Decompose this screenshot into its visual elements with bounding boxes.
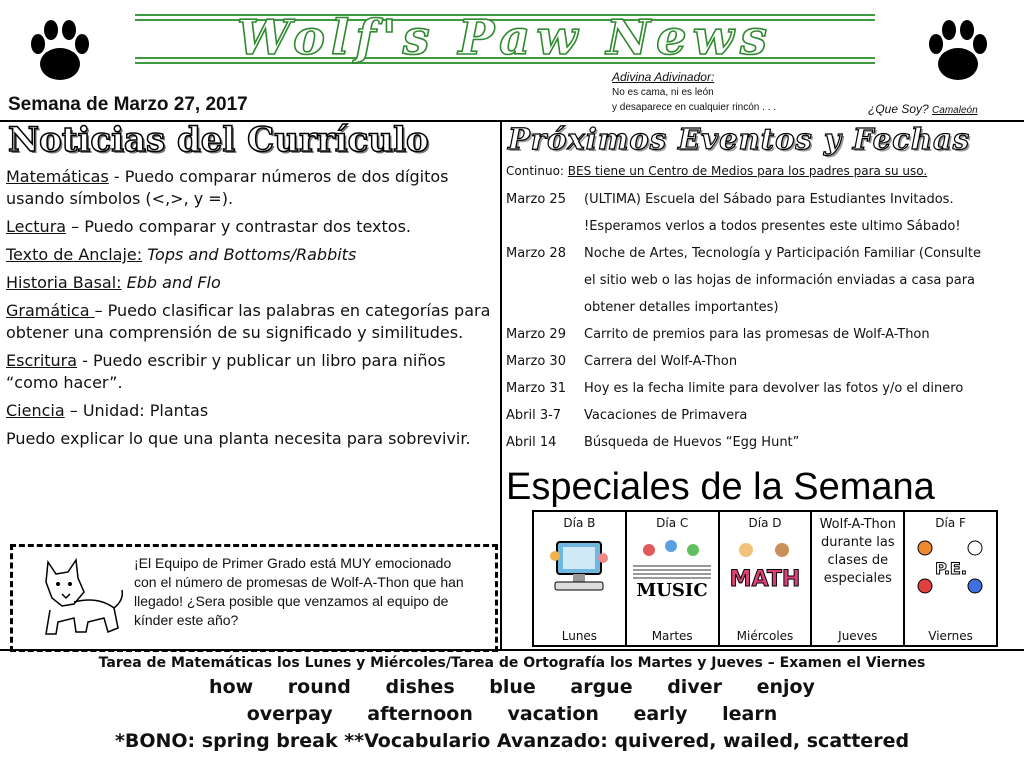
events-list xyxy=(506,162,1016,456)
wolf-a-thon-note: Wolf-A-Thon durante las clases de especiales xyxy=(819,517,896,586)
reading-item xyxy=(6,216,492,238)
computer-icon xyxy=(549,536,609,598)
specials-cell-miercoles xyxy=(719,511,812,646)
column-divider xyxy=(500,120,502,650)
writing-text: - Puedo escribir y publicar un libro para niños “como hacer”. xyxy=(6,351,446,392)
event-date: Marzo 28 xyxy=(506,246,566,261)
event-date: Abril 3-7 xyxy=(506,408,562,423)
paw-print-icon-left xyxy=(24,14,96,86)
riddle xyxy=(612,70,776,115)
day-name: Jueves xyxy=(838,629,878,643)
event-row xyxy=(506,321,1016,348)
event-row xyxy=(506,375,1016,402)
continuo-label: Continuo: xyxy=(506,164,564,178)
wolf-illustration xyxy=(18,552,126,638)
math-label: Matemáticas xyxy=(6,167,109,186)
event-text: Vacaciones de Primavera xyxy=(584,408,748,423)
math-word: MATH xyxy=(729,567,801,592)
event-date: Marzo 25 xyxy=(506,192,566,207)
science-text: – Unidad: Plantas xyxy=(64,401,209,420)
curriculum-body xyxy=(6,166,492,456)
event-date: Marzo 31 xyxy=(506,381,566,396)
grammar-item xyxy=(6,300,492,344)
specials-cell-martes xyxy=(626,511,719,646)
event-text: Carrito de premios para las promesas de Wolf-A-Thon xyxy=(584,327,930,342)
week-date: Semana de Marzo 27, 2017 xyxy=(8,94,248,115)
event-row xyxy=(506,213,1016,240)
science-label: Ciencia xyxy=(6,401,65,420)
bonus-words: *BONO: spring break **Vocabulario Avanzado: quivered, wailed, scattered xyxy=(114,730,910,752)
music-word: MUSIC xyxy=(636,580,708,600)
curriculum-title: Noticias del Currículo xyxy=(8,120,429,160)
grammar-text: – Puedo clasificar las palabras en categorías para obtener una comprensión de su significado y similitudes. xyxy=(6,301,491,342)
event-text: Hoy es la fecha limite para devolver las fotos y/o el dinero xyxy=(584,381,964,396)
event-text: (ULTIMA) Escuela del Sábado para Estudiantes Invitados. xyxy=(584,192,954,207)
day-label: Día F xyxy=(935,516,966,530)
music-icon xyxy=(631,536,713,600)
event-date xyxy=(506,213,584,240)
math-item xyxy=(6,166,492,210)
pe-icon xyxy=(911,536,991,600)
spelling-words-2: overpay afternoon vacation early learn xyxy=(246,703,778,725)
anchor-text: Tops and Bottoms/Rabbits xyxy=(147,245,357,264)
basal-label: Historia Basal: xyxy=(6,273,122,292)
reading-text: – Puedo comparar y contrastar dos textos. xyxy=(66,217,411,236)
riddle-title: Adivina Adivinador: xyxy=(612,70,715,84)
event-text: el sitio web o las hojas de información enviadas a casa para xyxy=(584,273,976,288)
reading-label: Lectura xyxy=(6,217,67,236)
event-text: Carrera del Wolf-A-Thon xyxy=(584,354,738,369)
event-row xyxy=(506,429,1016,456)
plant-item: Puedo explicar lo que una planta necesita para sobrevivir. xyxy=(6,429,471,448)
event-date xyxy=(506,294,584,321)
specials-title: Especiales de la Semana xyxy=(506,466,935,508)
math-text: - Puedo comparar números de dos dígitos usando símbolos (<,>, y =). xyxy=(6,167,449,208)
writing-label: Escritura xyxy=(6,351,78,370)
day-name: Miércoles xyxy=(736,629,794,643)
grammar-label: Gramática xyxy=(6,301,95,320)
continuo-note xyxy=(506,162,1016,180)
event-row xyxy=(506,348,1016,375)
event-text: obtener detalles importantes) xyxy=(584,300,779,315)
event-row xyxy=(506,267,1016,294)
basal-text: Ebb and Flo xyxy=(126,273,221,292)
riddle-line-2: y desaparece en cualquier rincón . . . xyxy=(612,102,776,113)
writing-item xyxy=(6,350,492,394)
specials-schedule xyxy=(532,510,998,647)
day-name: Viernes xyxy=(928,629,973,643)
specials-cell-jueves xyxy=(811,511,904,646)
basal-item xyxy=(6,272,492,294)
anchor-label: Texto de Anclaje: xyxy=(6,245,143,264)
day-label: Día C xyxy=(656,516,689,530)
homework-section xyxy=(0,652,1024,755)
callout-text: ¡El Equipo de Primer Grado está MUY emocionado con el número de promesas de Wolf-A-Thon que han llegado! ¿Sera posible que venzamos al equipo de kínder este año? xyxy=(134,555,464,628)
event-row xyxy=(506,402,1016,429)
day-label: Día D xyxy=(748,516,782,530)
event-row xyxy=(506,240,1016,267)
math-icon xyxy=(724,536,806,600)
event-date: Marzo 29 xyxy=(506,327,566,342)
events-title: Próximos Eventos y Fechas xyxy=(508,122,971,156)
riddle-question: ¿Que Soy? xyxy=(868,102,929,116)
science-item xyxy=(6,400,492,422)
paw-print-icon-right xyxy=(922,14,994,86)
riddle-answer xyxy=(868,102,978,116)
event-text: Búsqueda de Huevos “Egg Hunt” xyxy=(584,435,800,450)
specials-cell-lunes xyxy=(533,511,626,646)
event-row xyxy=(506,294,1016,321)
newsletter-title: Wolf's Paw News xyxy=(236,10,773,66)
event-row xyxy=(506,186,1016,213)
event-date: Marzo 30 xyxy=(506,354,566,369)
event-date: Abril 14 xyxy=(506,435,557,450)
event-text: !Esperamos verlos a todos presentes este ultimo Sábado! xyxy=(584,219,961,234)
anchor-item xyxy=(6,244,492,266)
day-label: Día B xyxy=(563,516,596,530)
continuo-text: BES tiene un Centro de Medios para los padres para su uso. xyxy=(567,164,928,178)
day-name: Lunes xyxy=(561,629,598,643)
specials-cell-viernes xyxy=(904,511,997,646)
event-date xyxy=(506,267,584,294)
riddle-line-1: No es cama, ni es león xyxy=(612,87,714,98)
day-name: Martes xyxy=(651,629,693,643)
spelling-words-1: how round dishes blue argue diver enjoy xyxy=(209,676,815,698)
homework-line: Tarea de Matemáticas los Lunes y Miércoles/Tarea de Ortografía los Martes y Jueves – Examen el Viernes xyxy=(98,655,926,671)
riddle-answer-text: Camaleón xyxy=(932,105,978,116)
pe-word: P.E. xyxy=(934,559,967,578)
event-text: Noche de Artes, Tecnología y Participación Familiar (Consulte xyxy=(584,246,981,261)
